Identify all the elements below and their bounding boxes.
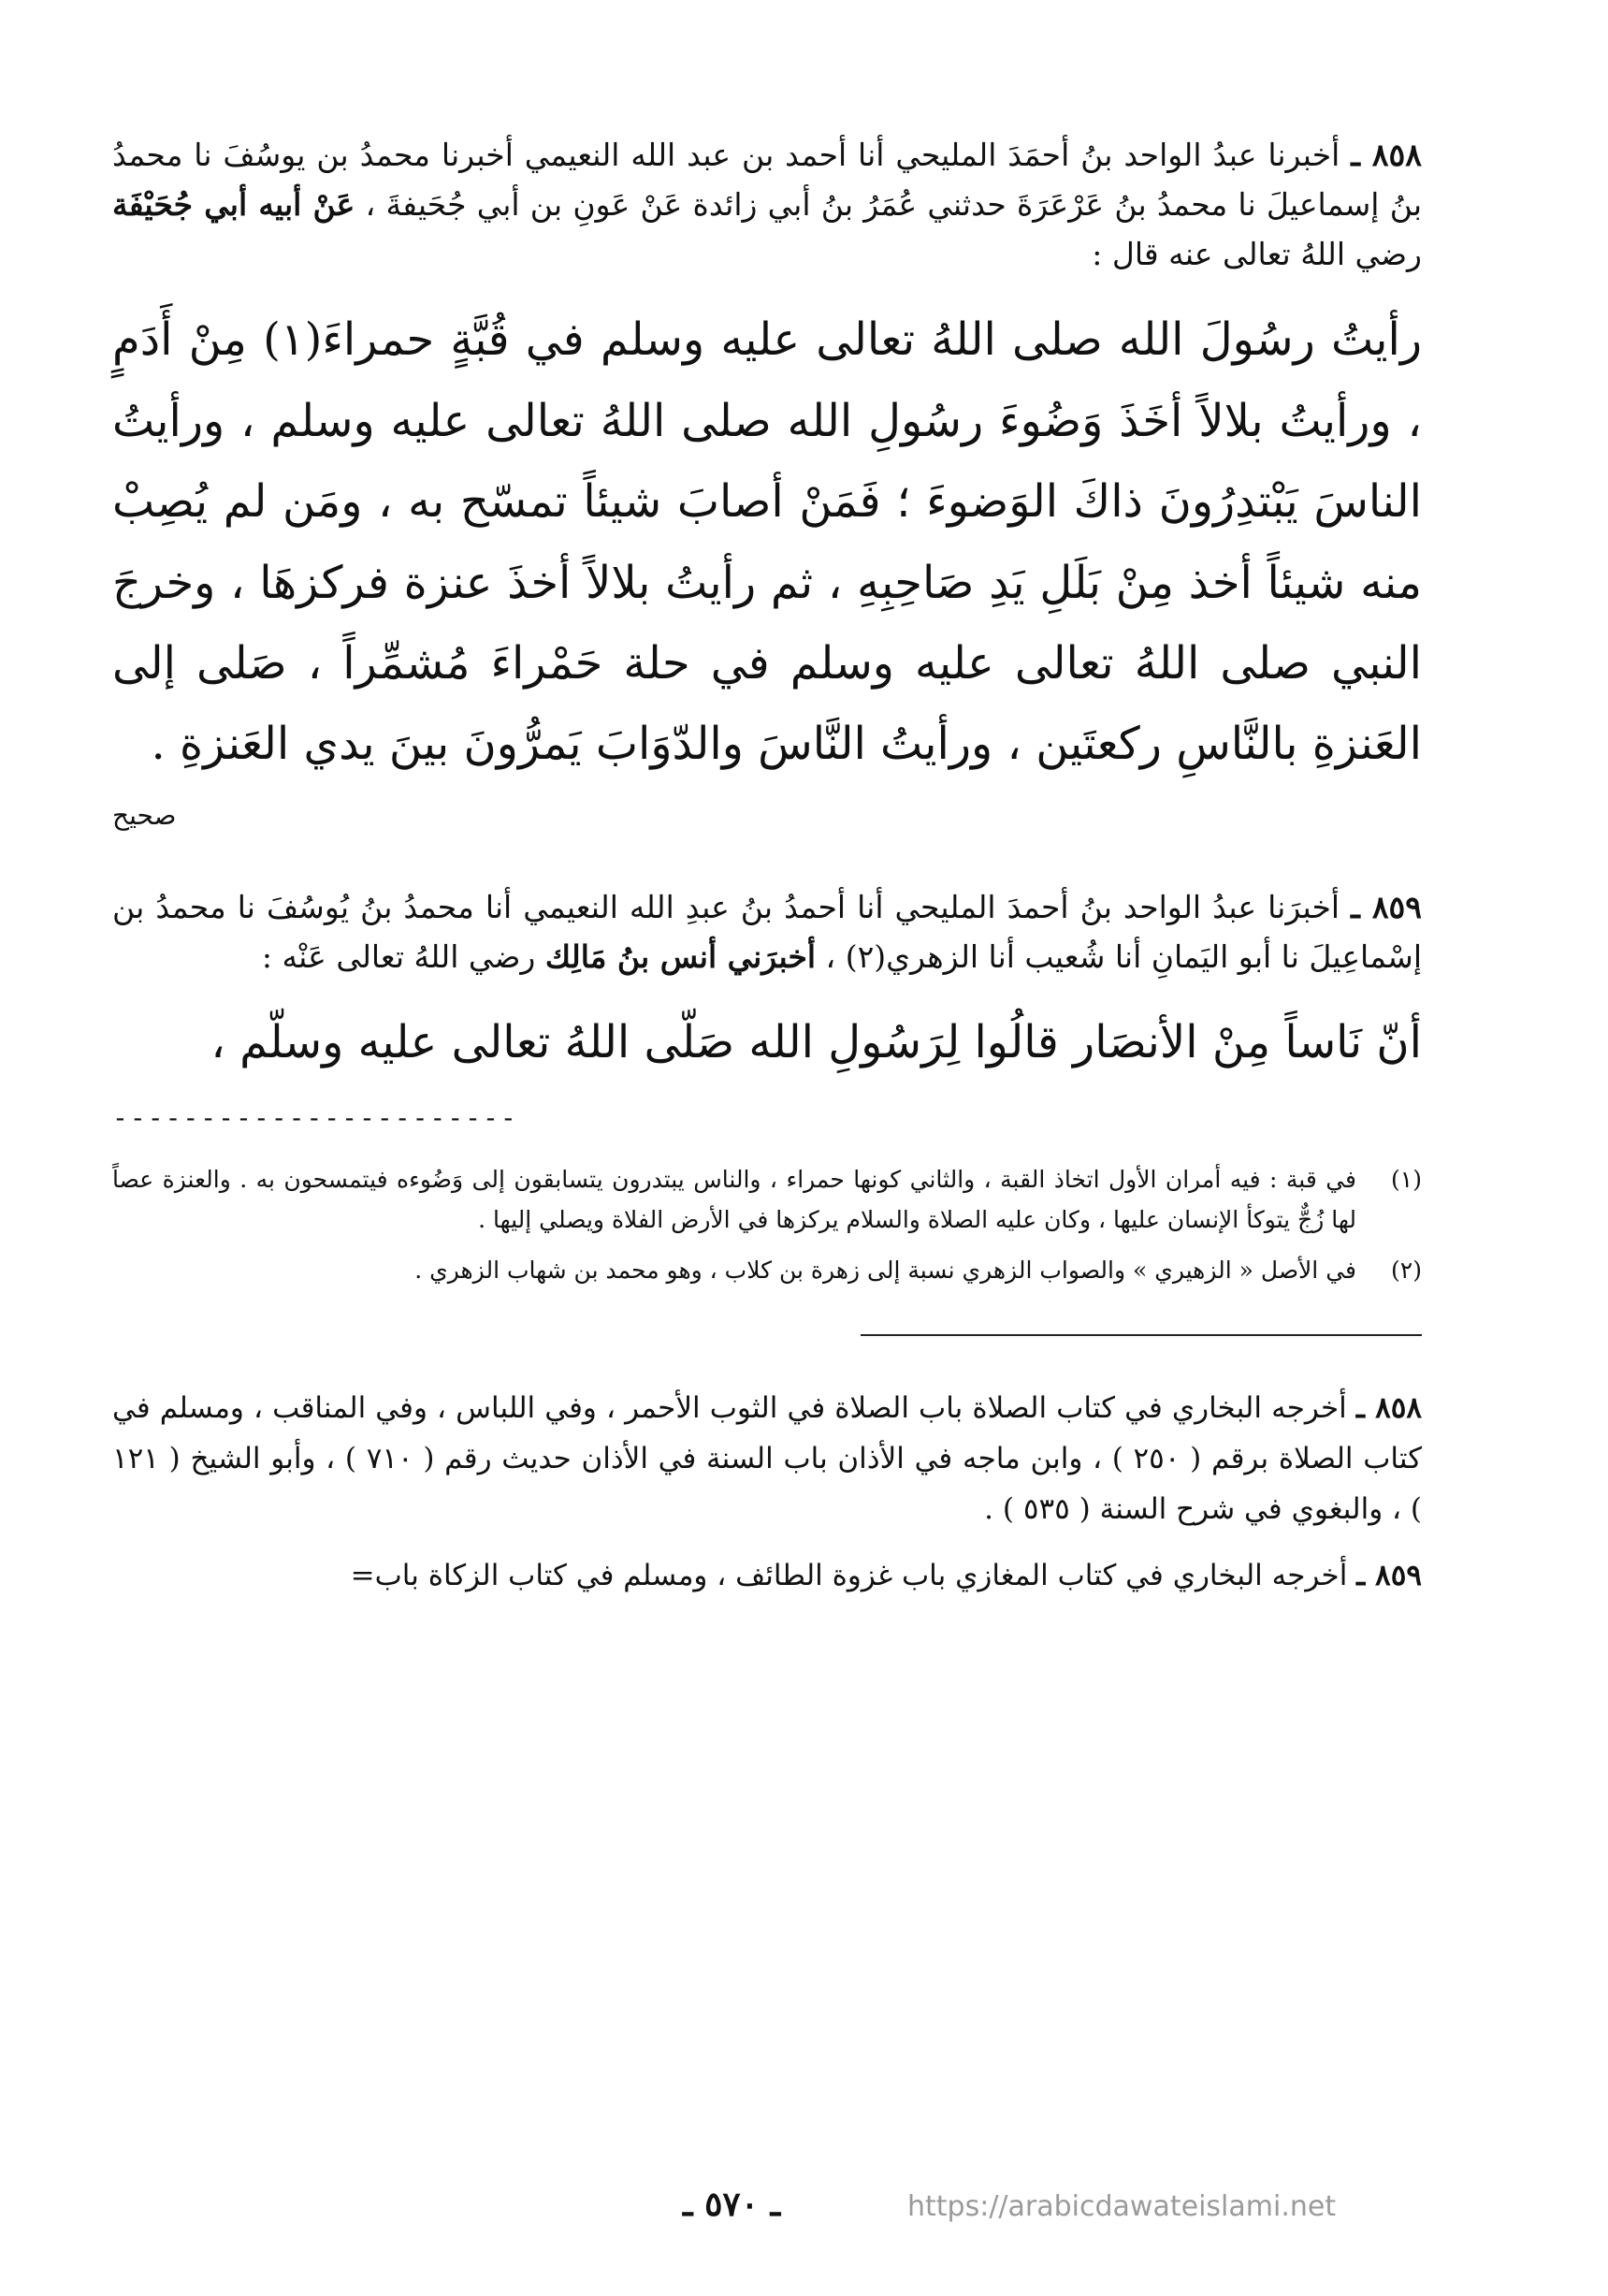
hadith-859-isnad-end: رضي اللهُ تعالى عَنْه :	[261, 937, 536, 975]
hadith-859-number: ٨٥٩ ـ	[1351, 888, 1422, 925]
takhrij-text: أخرجه البخاري في كتاب الصلاة باب الصلاة في الثوب الأحمر ، وفي اللباس ، وفي المناقب ، ومسلم في كتاب الصلاة برقم ( ٢٥٠ ) ، وابن ماجه في الأذان باب السنة في الأذان حديث رقم ( ٧١٠ ) ، وأبو الشيخ ( ١٢١ ) ، والبغوي في شرح السنة ( ٥٣٥ ) .	[112, 1390, 1422, 1527]
takhrij-entry	[112, 1550, 1422, 1601]
hadith-858-isnad-end: رضي اللهُ تعالى عنه قال :	[1092, 235, 1422, 272]
page-footer	[0, 2185, 1608, 2241]
page-content	[112, 131, 1422, 1616]
hadith-858-narrator: عَنْ أبيه أبي جُحَيْفَة	[112, 185, 355, 223]
footnote	[112, 1159, 1422, 1242]
footnote-text: في الأصل « الزهيري » والصواب الزهري نسبة إلى زهرة بن كلاب ، وهو محمد بن شهاب الزهري .	[414, 1257, 1356, 1285]
hadith-858-isnad	[112, 131, 1422, 279]
takhrij-divider	[861, 1334, 1422, 1336]
footnote-text: في قبة : فيه أمران الأول اتخاذ القبة ، والثاني كونها حمراء ، والناس يبتدرون يتسابقون إلى وَضُوءه فيتمسحون به . والعنزة عصاً لها زُجٌّ يتوكأ الإنسان عليها ، وكان عليه الصلاة والسلام يركزها في الأرض الفلاة ويصلي إليها .	[112, 1165, 1356, 1234]
takhrij-number: ٨٥٩ ـ	[1356, 1558, 1422, 1592]
hadith-859-narrator: أخبرَني أنس بنُ مَالِك	[544, 937, 817, 975]
footnote-number: (١)	[1391, 1165, 1422, 1193]
footnote-separator: -----------------------	[112, 1101, 518, 1133]
watermark-url: https://arabicdawateislami.net	[907, 2190, 1337, 2223]
takhrij-entry	[112, 1383, 1422, 1535]
hadith-859-matn: أنّ نَاساً مِنْ الأنصَار قالُوا لِرَسُولِ الله صَلّى اللهُ تعالى عليه وسلّم ،	[210, 1016, 1422, 1069]
hadith-859-isnad	[112, 883, 1422, 982]
hadith-859-isnad-text: أخبرَنا عبدُ الواحد بنُ أحمدَ المليحي أنا أحمدُ بنُ عبدِ الله النعيمي أنا محمدُ بنُ يُوسُفَ نا محمدُ بن إسْماعِيلَ نا أبو اليَمانِ أنا شُعيب أنا الزهري(٢) ،	[112, 888, 1422, 975]
hadith-858-isnad-text: أخبرنا عبدُ الواحد بنُ أحمَدَ المليحي أنا أحمد بن عبد الله النعيمي أخبرنا محمدُ بن يوسُفَ نا محمدُ بنُ إسماعيلَ نا محمدُ بنُ عَرْعَرَةَ حدثني عُمَرُ بنُ أبي زائدة عَنْ عَونِ بن أبي جُحَيفةَ ،	[112, 137, 1423, 223]
footnote	[112, 1250, 1422, 1291]
page-number: ـ ٥٧٠ ـ	[683, 2185, 781, 2224]
footnote-number: (٢)	[1391, 1257, 1422, 1285]
hadith-858-grade: صحيح	[112, 799, 177, 831]
hadith-858-number: ٨٥٨ ـ	[1351, 137, 1422, 173]
takhrij-number: ٨٥٨ ـ	[1355, 1390, 1423, 1425]
hadith-858-matn: رأيتُ رسُولَ الله صلى اللهُ تعالى عليه وسلم في قُبَّةٍ حمراءَ(١) مِنْ أَدَمٍ ، ورأيتُ بلالاً أخَذَ وَضُوءَ رسُولِ الله صلى اللهُ تعالى عليه وسلم ، ورأيتُ الناسَ يَبْتدِرُونَ ذاكَ الوَضوءَ ؛ فَمَنْ أصابَ شيئاً تمسّح به ، ومَن لم يُصِبْ منه شيئاً أخذ مِنْ بَلَلِ يَدِ صَاحِبِهِ ، ثم رأيتُ بلالاً أخذَ عنزة فركزهَا ، وخرجَ النبي صلى اللهُ تعالى عليه وسلم في حلة حَمْراءَ مُشمِّراً ، صَلى إلى العَنزةِ بالنَّاسِ ركعتَين ، ورأيتُ النَّاسَ والدّوَابَ يَمرُّونَ بينَ يدي العَنزةِ .	[112, 313, 1422, 771]
takhrij-text: أخرجه البخاري في كتاب المغازي باب غزوة الطائف ، ومسلم في كتاب الزكاة باب=	[350, 1558, 1348, 1592]
